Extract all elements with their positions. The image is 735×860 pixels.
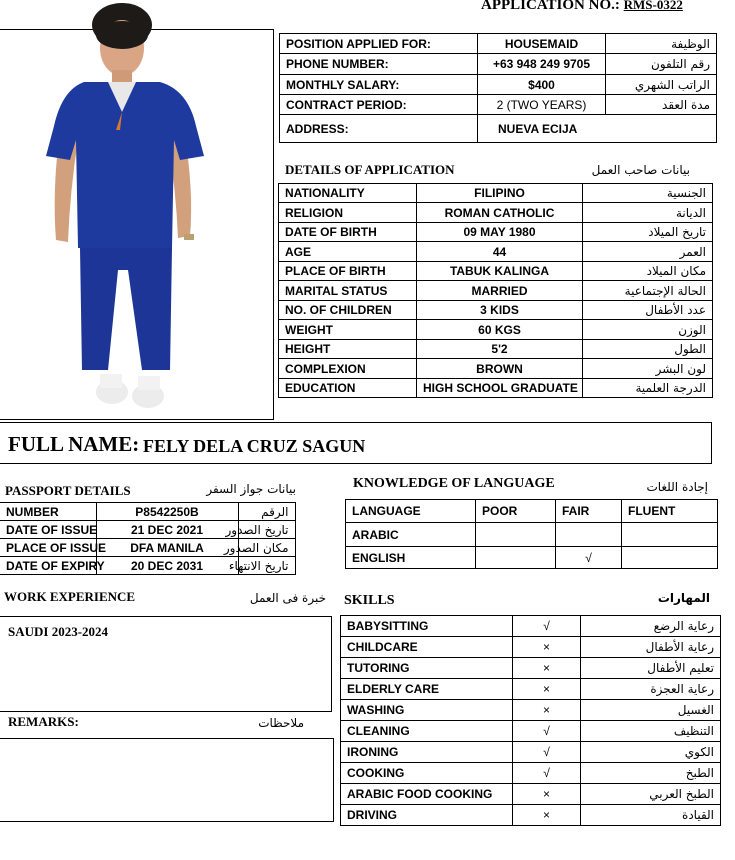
label: COMPLEXION [279, 359, 417, 379]
column-header: LANGUAGE [346, 500, 476, 523]
passport-table [0, 502, 296, 575]
skill-label: WASHING [341, 700, 513, 721]
value: 5'2 [417, 340, 583, 359]
arabic-label: الكوي [581, 742, 721, 763]
table-row [346, 547, 718, 569]
arabic-label: رعاية الأطفال [581, 637, 721, 658]
skill-label: IRONING [341, 742, 513, 763]
table-row [341, 700, 721, 721]
value: ROMAN CATHOLIC [417, 203, 583, 223]
skill-mark: × [513, 700, 581, 721]
column-header: FAIR [556, 500, 622, 523]
value: 60 KGS [417, 320, 583, 340]
table-row [279, 301, 713, 320]
value: HOUSEMAID [478, 34, 606, 54]
label: NO. OF CHILDREN [279, 301, 417, 320]
value: BROWN [417, 359, 583, 379]
label: POSITION APPLIED FOR: [280, 34, 478, 54]
arabic-label: رعاية الرضع [581, 616, 721, 637]
arabic-label: عدد الأطفال [583, 301, 713, 320]
label: HEIGHT [279, 340, 417, 359]
table-row [341, 679, 721, 700]
skill-mark: × [513, 637, 581, 658]
language-heading: KNOWLEDGE OF LANGUAGE [353, 476, 555, 491]
value: 2 (TWO YEARS) [478, 95, 606, 115]
arabic-label: لون البشر [583, 359, 713, 379]
table-row [280, 95, 717, 115]
table-row [341, 763, 721, 784]
table-row [279, 184, 713, 203]
value: NUEVA ECIJA [478, 115, 717, 143]
skill-label: CHILDCARE [341, 637, 513, 658]
value: P8542250B [96, 503, 238, 521]
applicant-photo [0, 29, 274, 420]
arabic-label: الجنسية [583, 184, 713, 203]
label: CONTRACT PERIOD: [280, 95, 478, 115]
label: NATIONALITY [279, 184, 417, 203]
table-row [280, 115, 717, 143]
remarks-heading: REMARKS: [8, 714, 79, 729]
work-entry: SAUDI 2023-2024 [8, 624, 109, 639]
application-number [481, 0, 716, 14]
application-number-label: APPLICATION NO.: [481, 0, 620, 13]
value: 09 MAY 1980 [417, 223, 583, 242]
skill-mark: × [513, 805, 581, 826]
table-row [279, 203, 713, 223]
arabic-label: الدرجة العلمية [583, 379, 713, 398]
language-table [345, 499, 718, 569]
label: MARITAL STATUS [279, 281, 417, 301]
arabic-label: الراتب الشهري [606, 75, 717, 95]
arabic-label: تاريخ الصدور [238, 521, 295, 539]
skill-label: ARABIC FOOD COOKING [341, 784, 513, 805]
table-row [346, 523, 718, 547]
poor-mark [476, 523, 556, 547]
table-row [279, 340, 713, 359]
value: DFA MANILA [96, 539, 238, 557]
skill-mark: √ [513, 616, 581, 637]
table-row [341, 805, 721, 826]
table-row [280, 75, 717, 95]
work-experience-box [0, 616, 332, 712]
table-row [0, 503, 295, 521]
details-table [278, 183, 713, 398]
passport-heading: PASSPORT DETAILS [5, 483, 131, 498]
arabic-label: الرقم [238, 503, 295, 521]
skill-mark: √ [513, 721, 581, 742]
label: PLACE OF BIRTH [279, 262, 417, 281]
table-row [341, 742, 721, 763]
label: ADDRESS: [280, 115, 478, 143]
column-header: FLUENT [622, 500, 718, 523]
value: 3 KIDS [417, 301, 583, 320]
label: DATE OF BIRTH [279, 223, 417, 242]
arabic-label: تعليم الأطفال [581, 658, 721, 679]
value: 21 DEC 2021 [96, 521, 238, 539]
label: EDUCATION [279, 379, 417, 398]
work-heading-arabic: خبرة فى العمل [249, 591, 326, 605]
passport-heading-arabic: بيانات جواز السفر [206, 482, 296, 496]
arabic-label: تاريخ الميلاد [583, 223, 713, 242]
table-row [279, 281, 713, 301]
arabic-label: القيادة [581, 805, 721, 826]
work-heading: WORK EXPERIENCE [4, 589, 136, 604]
top-info-table [279, 33, 717, 143]
value: +63 948 249 9705 [478, 54, 606, 75]
language-heading-arabic: إجادة اللغات [646, 480, 708, 494]
fluent-mark [622, 523, 718, 547]
arabic-label: الغسيل [581, 700, 721, 721]
table-row [279, 223, 713, 242]
arabic-label: الطول [583, 340, 713, 359]
label: DATE OF ISSUE [0, 521, 96, 539]
remarks-heading-arabic: ملاحظات [258, 716, 304, 730]
arabic-label: العمر [583, 242, 713, 262]
column-header: POOR [476, 500, 556, 523]
table-row [279, 379, 713, 398]
arabic-label: الوزن [583, 320, 713, 340]
skills-heading-arabic: المهارات [657, 591, 710, 605]
details-heading: DETAILS OF APPLICATION [285, 162, 455, 177]
table-row [341, 658, 721, 679]
fair-mark: √ [556, 547, 622, 569]
table-row [346, 500, 718, 523]
label: RELIGION [279, 203, 417, 223]
arabic-label: التنظيف [581, 721, 721, 742]
full-name-box [0, 422, 712, 464]
value: TABUK KALINGA [417, 262, 583, 281]
skill-mark: √ [513, 742, 581, 763]
skill-label: ELDERLY CARE [341, 679, 513, 700]
full-name-value: FELY DELA CRUZ SAGUN [143, 436, 366, 456]
label: WEIGHT [279, 320, 417, 340]
table-row [279, 320, 713, 340]
value: FILIPINO [417, 184, 583, 203]
skill-label: DRIVING [341, 805, 513, 826]
value: HIGH SCHOOL GRADUATE [417, 379, 583, 398]
skill-label: COOKING [341, 763, 513, 784]
arabic-label: رعاية العجزة [581, 679, 721, 700]
label: AGE [279, 242, 417, 262]
application-number-value: RMS-0322 [623, 0, 683, 12]
fluent-mark [622, 547, 718, 569]
table-row [280, 34, 717, 54]
label: PHONE NUMBER: [280, 54, 478, 75]
skills-heading: SKILLS [344, 593, 395, 608]
table-row [341, 637, 721, 658]
language-name: ENGLISH [346, 547, 476, 569]
arabic-label: الحالة الإجتماعية [583, 281, 713, 301]
label: PLACE OF ISSUE [0, 539, 96, 557]
arabic-label: الطبخ العربي [581, 784, 721, 805]
skill-label: BABYSITTING [341, 616, 513, 637]
table-row [279, 262, 713, 281]
table-row [0, 557, 295, 575]
details-heading-arabic: بيانات صاحب العمل [591, 163, 690, 177]
poor-mark [476, 547, 556, 569]
full-name-label: FULL NAME: [8, 432, 140, 456]
label: DATE OF EXPIRY [0, 557, 96, 575]
fair-mark [556, 523, 622, 547]
language-name: ARABIC [346, 523, 476, 547]
table-row [279, 359, 713, 379]
value: MARRIED [417, 281, 583, 301]
arabic-label: مكان الصدور [238, 539, 295, 557]
remarks-box [0, 738, 334, 822]
arabic-label: رقم التلفون [606, 54, 717, 75]
table-row [341, 721, 721, 742]
arabic-label: تاريخ الانتهاء [238, 557, 295, 575]
arabic-label: الطبخ [581, 763, 721, 784]
skill-mark: × [513, 784, 581, 805]
table-row [341, 784, 721, 805]
table-row [0, 539, 295, 557]
arabic-label: مكان الميلاد [583, 262, 713, 281]
table-row [279, 242, 713, 262]
value: 20 DEC 2031 [96, 557, 238, 575]
skill-mark: × [513, 679, 581, 700]
label: NUMBER [0, 503, 96, 521]
label: MONTHLY SALARY: [280, 75, 478, 95]
skill-mark: √ [513, 763, 581, 784]
table-row [341, 616, 721, 637]
value: $400 [478, 75, 606, 95]
arabic-label: الديانة [583, 203, 713, 223]
table-row [0, 521, 295, 539]
arabic-label: الوظيفة [606, 34, 717, 54]
value: 44 [417, 242, 583, 262]
arabic-label: مدة العقد [606, 95, 717, 115]
skills-table [340, 615, 721, 826]
skill-mark: × [513, 658, 581, 679]
table-row [280, 54, 717, 75]
skill-label: CLEANING [341, 721, 513, 742]
skill-label: TUTORING [341, 658, 513, 679]
